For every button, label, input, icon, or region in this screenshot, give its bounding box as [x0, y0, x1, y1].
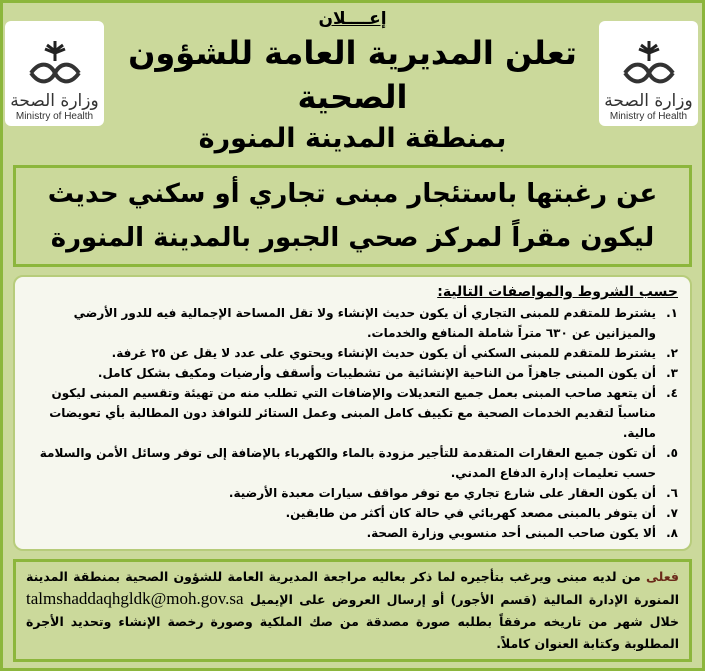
logo-english-text: Ministry of Health — [609, 111, 688, 122]
title-line-1: تعلن المديرية العامة للشؤون الصحية — [128, 34, 577, 116]
term-text: أن يكون العقار على شارع تجاري مع توفر مواقف سيارات معبدة الأرضية. — [228, 486, 656, 500]
term-item — [25, 503, 678, 523]
term-text: يشترط للمتقدم للمبنى السكني أن يكون حديث الإنشاء ويحتوي على عدد لا يقل عن ٢٥ غرفة. — [111, 346, 656, 360]
title-line-2: بمنطقة المدينة المنورة — [198, 123, 507, 154]
term-text: أن يكون المبنى جاهزاً من الناحية الإنشائية من تشطيبات وأسقف وأرضيات ومكيف بشكل كامل. — [97, 366, 656, 380]
term-item — [25, 443, 678, 483]
footer-text-2: خلال شهر من تاريخه مرفقاً بطلبه صورة مصدقة من صك الملكية وصورة رخصة الإنشاء وتحديد الأجرة المطلوبة وكتابة العنوان كاملاً. — [26, 614, 679, 651]
announcement-label: إعــــلان — [318, 9, 387, 29]
term-text: أن يتوفر بالمبنى مصعد كهربائي في حالة كان أكثر من طابقين. — [285, 506, 656, 520]
ministry-logo-right — [599, 21, 698, 126]
term-item — [25, 363, 678, 383]
terms-heading: حسب الشروط والمواصفات التالية: — [437, 284, 678, 300]
email-address: talmshaddaqhgldk@moh.gov.sa — [26, 589, 244, 608]
logo-english-text: Ministry of Health — [15, 111, 94, 122]
subject-line-1: عن رغبتها باستئجار مبنى تجاري أو سكني حديث — [47, 179, 658, 209]
term-number: ٢. — [666, 346, 678, 360]
term-number: ٦. — [666, 486, 678, 500]
term-text: أن يتعهد صاحب المبنى بعمل جميع التعديلات والإضافات التي تطلب منه من تهيئة وتقسيم المبنى ليكون مناسباً لتقديم الخدمات الصحية مع تكييف كامل المبنى وعمل الستائر للنوافذ دون المطالبة بأي تعويضات مالية. — [49, 386, 656, 440]
terms-box — [13, 275, 692, 551]
term-number: ٧. — [666, 506, 678, 520]
subject-line-2: ليكون مقراً لمركز صحي الجبور بالمدينة المنورة — [50, 223, 655, 253]
subject-box — [13, 165, 692, 267]
term-number: ٥. — [666, 446, 678, 460]
palm-swords-emblem-icon — [619, 39, 679, 89]
term-item — [25, 523, 678, 543]
term-item — [25, 483, 678, 503]
footer-box — [13, 559, 692, 662]
advertisement — [3, 3, 702, 668]
logo-arabic-text: وزارة الصحة — [604, 91, 693, 111]
term-text: يشترط للمتقدم للمبنى التجاري أن يكون حديث الإنشاء ولا تقل المساحة الإجمالية فيه للدور الأرضي والميزانين عن ٦٣٠ متراً شاملة المنافع والخدمات. — [73, 306, 656, 340]
terms-list — [25, 303, 678, 543]
term-item — [25, 383, 678, 443]
term-number: ٨. — [666, 526, 678, 540]
term-text: ألا يكون صاحب المبنى أحد منسوبي وزارة الصحة. — [366, 526, 656, 540]
term-text: أن تكون جميع العقارات المتقدمة للتأجير مزودة بالماء والكهرباء بالإضافة إلى توفر وسائل الأمن والسلامة حسب تعليمات إدارة الدفاع المدني. — [39, 446, 656, 480]
term-item — [25, 303, 678, 343]
term-number: ١. — [666, 306, 678, 320]
footer-lead: فعلى — [646, 569, 679, 584]
term-number: ٣. — [666, 366, 678, 380]
header — [109, 7, 596, 159]
ministry-logo-left — [5, 21, 104, 126]
palm-swords-emblem-icon — [25, 39, 85, 89]
footer-text-1: من لديه مبنى ويرغب بتأجيره لما ذكر بعاليه مراجعة المديرية العامة للشؤون الصحية بمنطقة المدينة المنورة الإدارة المالية (قسم الأجور) أو إرسال العروض على الإيميل — [26, 569, 680, 607]
term-item — [25, 343, 678, 363]
logo-arabic-text: وزارة الصحة — [10, 91, 99, 111]
term-number: ٤. — [666, 386, 678, 400]
